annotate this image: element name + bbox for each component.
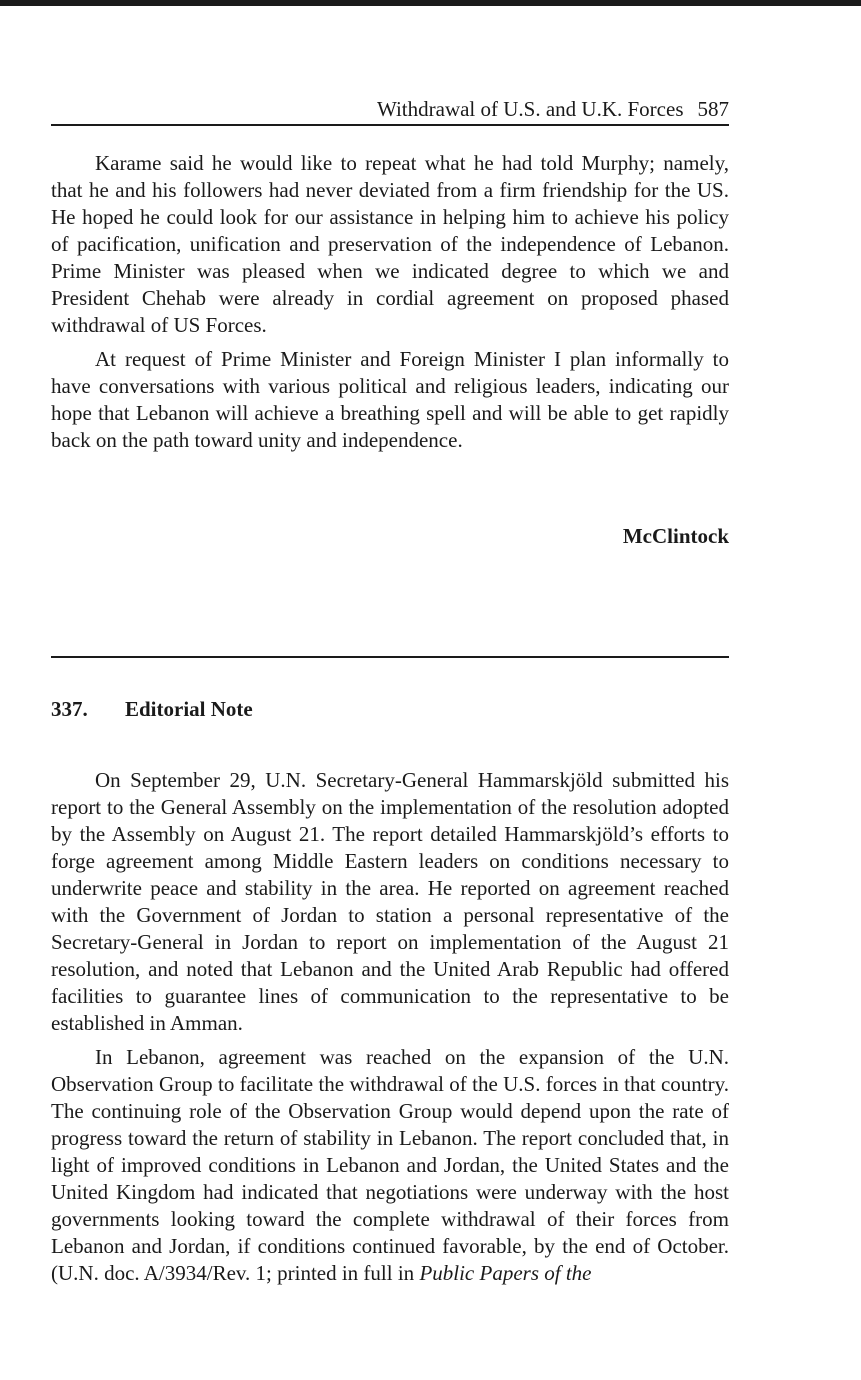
running-header	[51, 96, 729, 126]
running-title: Withdrawal of U.S. and U.K. Forces	[376, 97, 684, 121]
document-title: Editorial Note	[125, 697, 253, 721]
document-heading	[51, 696, 253, 723]
telegram-body	[51, 150, 729, 454]
paragraph: Karame said he would like to repeat what he had told Murphy; namely, that he and his followers had never deviated from a firm friendship for the US. He hoped he could look for our assistance in helping him to achieve his policy of pacification, unification and preservation of the independence of Lebanon. Prime Minister was pleased when we indicated degree to which we and President Chehab were already in cordial agreement on proposed phased withdrawal of US Forces.	[51, 151, 729, 337]
editorial-note-body	[51, 767, 729, 1287]
paragraph: At request of Prime Minister and Foreign Minister I plan informally to have conversations with various political and religious leaders, indicating our hope that Lebanon will achieve a breathing spell and will be able to get rapidly back on the path toward unity and independence.	[51, 347, 729, 452]
citation-title: Public Papers of the	[419, 1261, 592, 1285]
paragraph-text: In Lebanon, agreement was reached on the expansion of the U.N. Observation Group to facilitate the withdrawal of the U.S. forces in that country. The continuing role of the Observation Group would depend upon the rate of progress toward the return of stability in Lebanon. The report concluded that, in light of improved conditions in Lebanon and Jordan, the United States and the United Kingdom had indicated that negotiations were underway with the host governments looking toward the complete withdrawal of their forces from Lebanon and Jordan, if conditions continued favorable, by the end of October. (U.N. doc. A/3934/Rev. 1; printed in full in	[51, 1045, 729, 1285]
section-divider	[51, 656, 729, 658]
paragraph	[51, 1044, 729, 1287]
paragraph: On September 29, U.N. Secretary-General Hammarskjöld submitted his report to the General Assembly on the implementation of the resolution adopted by the Assembly on August 21. The report detailed Hammarskjöld’s efforts to forge agreement among Middle Eastern leaders on conditions necessary to underwrite peace and stability in the area. He reported on agreement reached with the Government of Jordan to station a personal representative of the Secretary-General in Jordan to report on implementation of the August 21 resolution, and noted that Lebanon and the United Arab Republic had offered facilities to guarantee lines of communication to the representative to be established in Amman.	[51, 768, 729, 1035]
scan-top-edge	[0, 0, 861, 6]
document-number: 337.	[51, 697, 88, 721]
page-number: 587	[697, 97, 729, 121]
signature: McClintock	[622, 524, 729, 548]
